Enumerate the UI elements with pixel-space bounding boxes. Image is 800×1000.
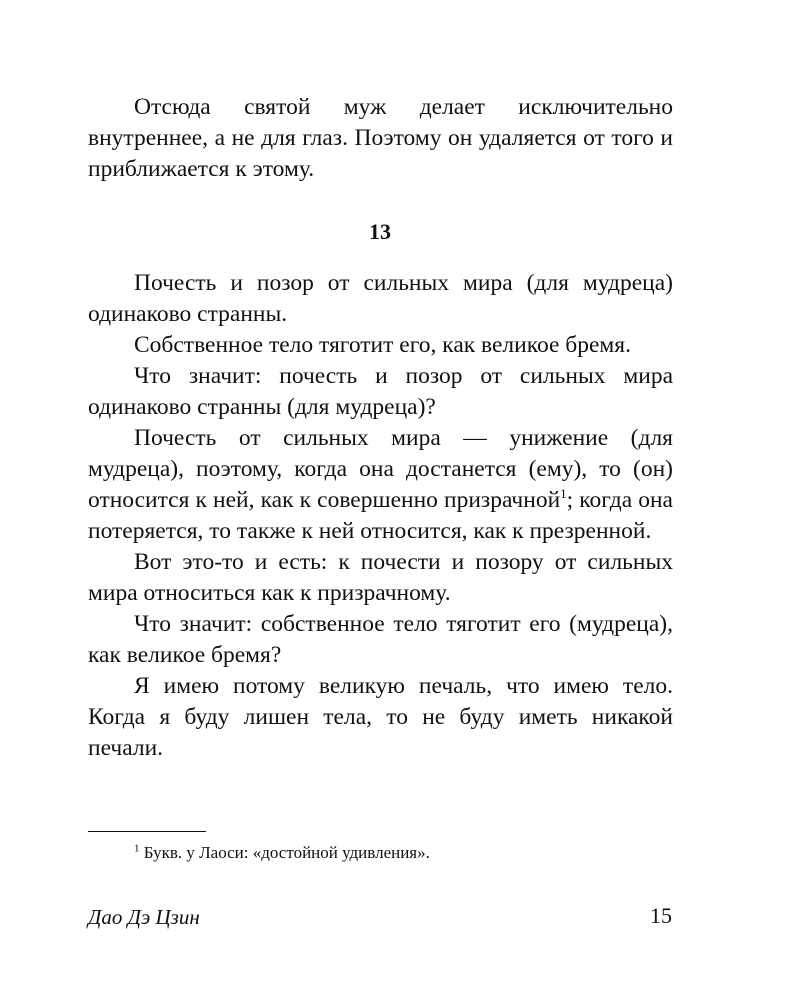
footnote-reference[interactable]: 1 <box>560 486 567 502</box>
paragraph: Что значит: почесть и позор от сильных мира одинаково странны (для мудреца)? <box>88 363 673 420</box>
paragraph-text: ; когда она потеряется, то также к ней относится, как к презренной. <box>88 487 673 544</box>
paragraph: Отсюда святой муж делает исключительно внутреннее, а не для глаз. Поэтому он удаляется от того и приближается к этому. <box>88 94 673 182</box>
footnote-text: Букв. у Лаоси: «достойной удивления». <box>139 843 430 862</box>
paragraph: Я имею потому великую печаль, что имею тело. Когда я буду лишен тела, то не буду иметь никакой печали. <box>88 673 673 761</box>
footnote <box>134 842 430 864</box>
paragraph-text: Почесть от сильных мира — унижение (для мудреца), поэтому, когда она достанется (ему), то (он) относится к ней, как к совершенно призрачной <box>88 425 673 513</box>
page-number: 15 <box>650 903 672 928</box>
footnote-separator <box>88 831 206 832</box>
paragraph: Почесть и позор от сильных мира (для мудреца) одинаково странны. <box>88 270 673 327</box>
chapter-heading: 13 <box>369 219 391 244</box>
paragraph-with-footnote <box>88 423 673 547</box>
intro-text <box>88 92 673 185</box>
paragraph: Собственное тело тяготит его, как великое бремя. <box>134 332 631 358</box>
chapter-body <box>88 268 673 764</box>
running-title: Дао Дэ Цзин <box>88 905 200 929</box>
footnote-marker: 1 <box>134 842 140 855</box>
paragraph: Вот это-то и есть: к почести и позору от сильных мира относиться как к призрачному. <box>88 549 673 606</box>
paragraph: Что значит: собственное тело тяготит его (мудреца), как великое бремя? <box>88 611 673 668</box>
